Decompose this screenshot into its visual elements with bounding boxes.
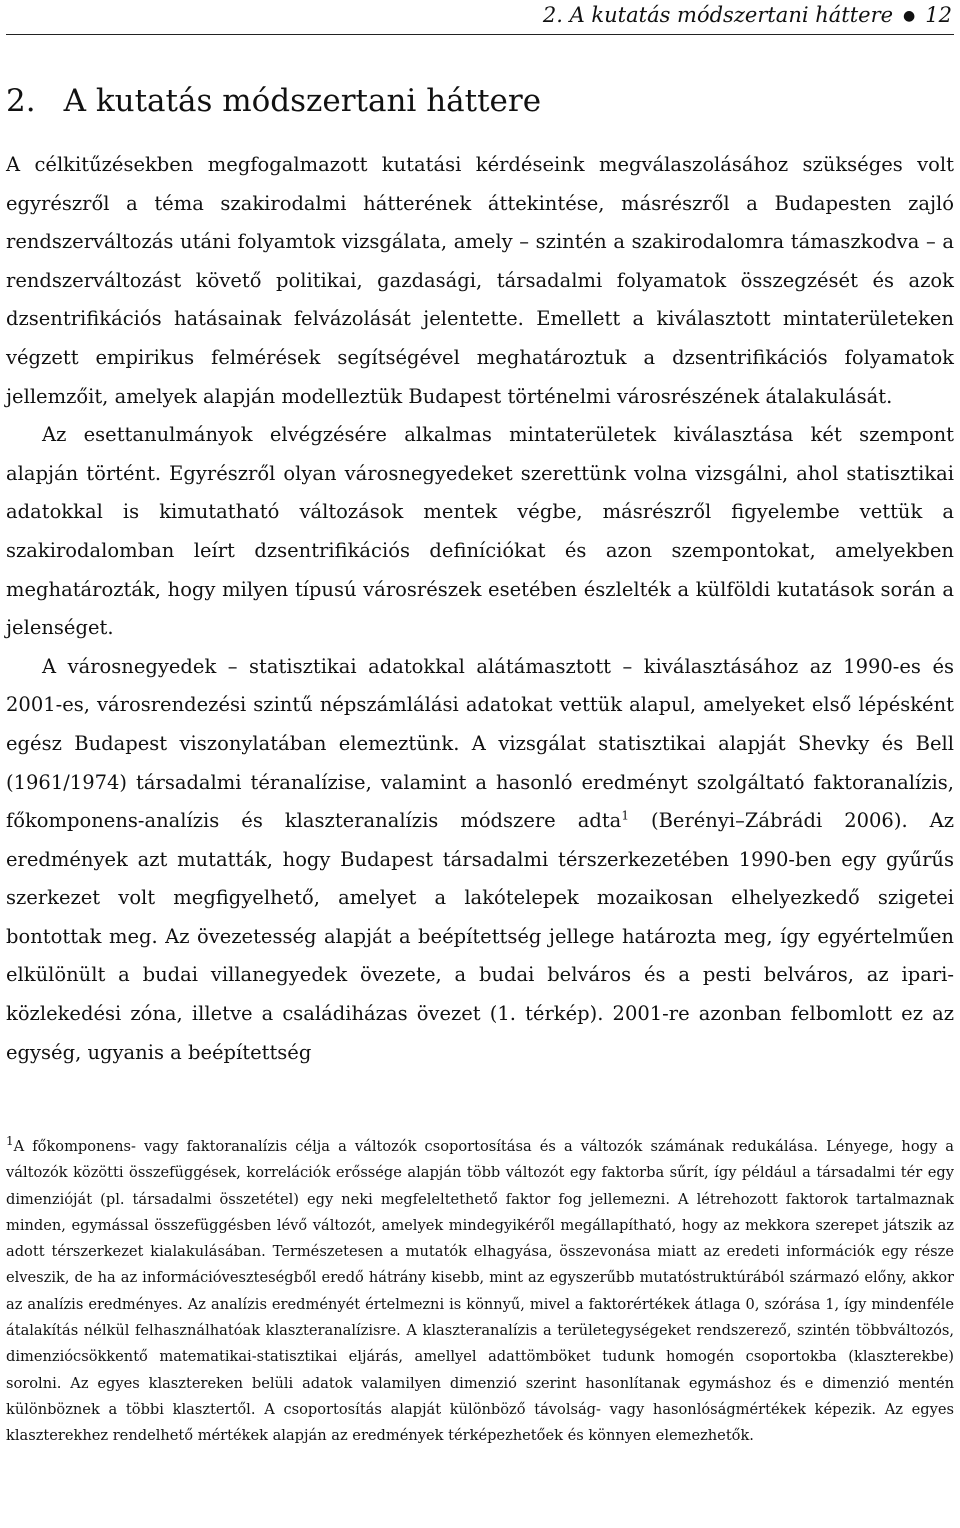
section-title (6, 82, 541, 120)
paragraph-3 (6, 648, 954, 1073)
footnote (6, 1134, 954, 1450)
footnote-mark: 1 (6, 1134, 14, 1149)
section-number: 2. (6, 83, 36, 119)
paragraph-3-part-2: (Berényi–Zábrádi 2006). Az eredmények azt mutatták, hogy Budapest társadalmi térszerkezetében 1990-ben egy gyűrűs szerkezet volt megfigyelhető, amelyet a lakótelepek mozaikosan elhelyezkedő szigetei bontottak meg. Az övezetesség alapját a beépítettség jellege határozta meg, így egyértelműen elkülönült a budai villanegyedek övezete, a budai belváros és a pesti belváros, az ipari-közlekedési zóna, illetve a családiházas övezet (1. térkép). 2001-re azonban felbomlott ez az egység, ugyanis a beépítettség (6, 809, 955, 1064)
page-number: 12 (925, 3, 952, 27)
bullet-icon: ● (903, 8, 916, 24)
header-rule (6, 34, 954, 35)
running-head-title: 2. A kutatás módszertani háttere (542, 3, 894, 27)
body-text (6, 146, 954, 1072)
footnote-text: A főkomponens- vagy faktoranalízis célja a változók csoportosítása és a változók számának redukálása. Lényege, hogy a változók közötti összefüggések, korrelációk erőssége alapján több változót egy faktorba sűrít, így például a társadalmi tér egy dimenzióját (pl. társadalmi összetétel) egy neki megfeleltethető faktor fog jellemezni. A létrehozott faktorok tartalmaznak minden, egymással összefüggésben lévő változót, amelyek mindegyikéről megállapítható, hogy az mekkora szerepet játszik az adott térszerkezet kialakulásában. Természetesen a mutatók elhagyása, összevonása miatt az eredeti információk egy része elveszik, de ha az információveszteségből eredő hátrány kisebb, mint az egyszerűbb mutatóstruktúrából származó előny, akkor az analízis eredményes. Az analízis eredményét értelmezni is könnyű, mivel a faktorértékek átlaga 0, szórása 1, így mindenféle átalakítás nélkül felhasználhatóak klaszteranalízisre. A klaszteranalízis a területegységeket rendszerező, szintén többváltozós, dimenziócsökkentő matematikai-statisztikai eljárás, amellyel adattömböket tudunk homogén csoportokba (klaszterekbe) sorolni. Az egyes klasztereken belüli adatok valamilyen dimenzió szerint hasonlítanak egymáshoz és e dimenzió mentén különböznek a többi klasztertől. A csoportosítás alapját különböző távolság- vagy hasonlóságmértékek képezik. Az egyes klaszterekhez rendelhető mértékek alapján az eredmények térképezhetőek és könnyen elemezhetők. (6, 1138, 954, 1445)
paragraph-1: A célkitűzésekben megfogalmazott kutatási kérdéseink megválaszolásához szükséges volt egyrészről a téma szakirodalmi hátterének áttekintése, másrészről a Budapesten zajló rendszerváltozás utáni folyamtok vizsgálata, amely – szintén a szakirodalomra támaszkodva – a rendszerváltozást követő politikai, gazdasági, társadalmi folyamatok összegzését és azok dzsentrifikációs hatásainak felvázolását jelentette. Emellett a kiválasztott mintaterületeken végzett empirikus felmérések segítségével meghatároztuk a dzsentrifikációs folyamatok jellemzőit, amelyek alapján modelleztük Budapest történelmi városrészének átalakulását. (6, 153, 954, 408)
footnote-reference[interactable]: 1 (621, 808, 629, 823)
section-title-text: A kutatás módszertani háttere (63, 83, 542, 119)
paragraph-3-part-1: A városnegyedek – statisztikai adatokkal alátámasztott – kiválasztásához az 1990-es és 2001-es, városrendezési szintű népszámlálási adatokat vettük alapul, amelyeket első lépésként egész Budapest viszonylatában elemeztünk. A vizsgálat statisztikai alapját Shevky és Bell (1961/1974) társadalmi téranalízise, valamint a hasonló eredményt szolgáltató faktoranalízis, főkomponens-analízis és klaszteranalízis módszere adta (6, 654, 954, 833)
paragraph-2: Az esettanulmányok elvégzésére alkalmas mintaterületek kiválasztása két szempont alapján történt. Egyrészről olyan városnegyedeket szerettünk volna vizsgálni, ahol statisztikai adatokkal is kimutatható változások mentek végbe, másrészről figyelembe vettük a szakirodalomban leírt dzsentrifikációs definíciókat és azon szempontokat, amelyekben meghatározták, hogy milyen típusú városrészek esetében észlelték a külföldi kutatások során a jelenséget. (6, 423, 954, 640)
running-head (0, 2, 952, 31)
